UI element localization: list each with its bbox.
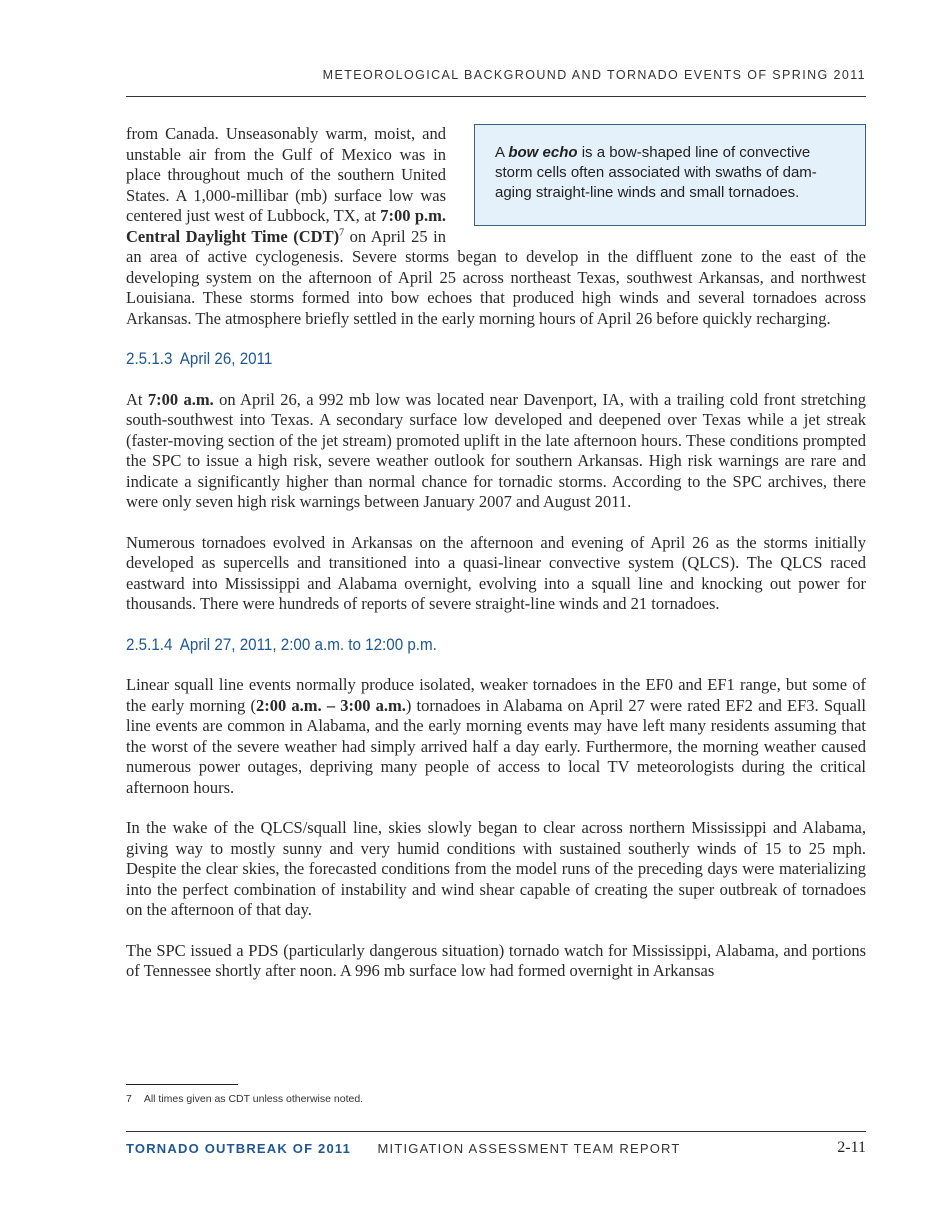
intro-bold-time: 7:00 p.m. Central Daylight Time (CDT)	[126, 206, 446, 246]
running-header-title: METEOROLOGICAL BACKGROUND AND TORNADO EVENTS OF SPRING 2011	[322, 68, 866, 82]
section-heading-april-27	[126, 635, 807, 656]
section-number: 2.5.1.3	[126, 350, 173, 368]
paragraph-april-27-1	[126, 675, 866, 798]
callout-prefix: A	[495, 144, 509, 161]
section-number: 2.5.1.4	[126, 635, 173, 654]
para-text: ) tornadoes in Alabama on April 27 were rated EF2 and EF3. Squall line events are common in Alabama, and the early morning events may have left many residents assuming that the worst of the severe weather had simply arrived half a day early. Furthermore, the morning weather caused numerous power outages, depriving many people of access to local TV meteorologists during the critical afternoon hours.	[126, 695, 867, 797]
paragraph-april-27-2: In the wake of the QLCS/squall line, skies slowly began to clear across northern Mississippi and Alabama, giving way to mostly sunny and very humid conditions with sustained southerly winds of 15 to 25 mph. Despite the clear skies, the forecasted conditions from the model runs of the preceding days were materializing into the perfect combination of instability and wind shear capable of creating the super outbreak of tornadoes on the afternoon of that day.	[126, 818, 866, 919]
paragraph-april-26-1	[126, 390, 866, 513]
page-number: 2-11	[837, 1139, 866, 1156]
section-title: April 26, 2011	[179, 350, 273, 368]
footer-report-title: TORNADO OUTBREAK OF 2011	[126, 1141, 352, 1156]
intro-text-1: from Canada. Unseasonably warm, moist, and unstable air from the Gulf of Mexico was in place throughout much of the southern United States. A 1,000-millibar (mb) surface low was centered just west of Lubbock, TX, at	[126, 124, 446, 225]
footnote-text: All times given as CDT unless otherwise noted.	[143, 1093, 364, 1105]
intro-text-2: on April 25 in an area of active cyclogenesis. Severe storms began to develop in the diffluent zone to the east of the developing system on the afternoon of April 25 across northeast Texas, southwest Arkansas, and northwest Louisiana. These storms formed into bow echoes that produced high winds and several tornadoes across Arkansas. The atmosphere briefly settled in the early morning hours of April 26 before quickly recharging.	[126, 226, 866, 328]
callout-definition: is a bow-shaped line of convective storm cells often associated with swaths of dam-aging straight-line winds and small tornadoes.	[495, 144, 817, 201]
bow-echo-callout-box	[474, 124, 866, 226]
footnote-divider	[126, 1084, 238, 1085]
para-text: At	[126, 389, 148, 409]
callout-term: bow echo	[508, 144, 578, 161]
paragraph-april-27-3: The SPC issued a PDS (particularly dangerous situation) tornado watch for Mississippi, Alabama, and portions of Tennessee shortly after noon. A 996 mb surface low had formed overnight in Arkansas	[126, 940, 866, 980]
para-text: on April 26, a 992 mb low was located near Davenport, IA, with a trailing cold front stretching south-southwest into Texas. A secondary surface low developed and deepened over Texas while a jet streak (faster-moving section of the jet stream) promoted uplift in the late afternoon hours. These conditions prompted the SPC to issue a high risk, severe weather outlook for southern Arkansas. High risk warnings are rare and indicate a significantly higher than normal chance for tornadic storms. According to the SPC archives, there were only seven high risk warnings between January 2007 and August 2011.	[126, 389, 866, 511]
page-footer	[126, 1131, 866, 1164]
running-header	[126, 66, 866, 97]
para-bold-time: 7:00 a.m.	[147, 389, 214, 409]
footnote-ref: 7	[339, 227, 345, 238]
para-text: Linear squall line events normally produce isolated, weaker tornadoes in the EF0 and EF1 range, but some of the early morning (	[126, 675, 866, 715]
footer-report-subtitle: MITIGATION ASSESSMENT TEAM REPORT	[377, 1141, 681, 1156]
para-bold-time: 2:00 a.m. – 3:00 a.m.	[256, 695, 406, 715]
footnote-number: 7	[126, 1093, 132, 1105]
footnote	[126, 1093, 363, 1105]
section-heading-april-26	[126, 349, 807, 370]
paragraph-april-26-2: Numerous tornadoes evolved in Arkansas on the afternoon and evening of April 26 as the storms initially developed as supercells and transitioned into a quasi-linear convective system (QLCS). The QLCS raced eastward into Mississippi and Alabama overnight, evolving into a squall line and knocking out power for thousands. There were hundreds of reports of severe straight-line winds and 21 tornadoes.	[126, 532, 866, 613]
section-title: April 27, 2011, 2:00 a.m. to 12:00 p.m.	[179, 635, 437, 654]
page-body	[126, 124, 866, 1002]
